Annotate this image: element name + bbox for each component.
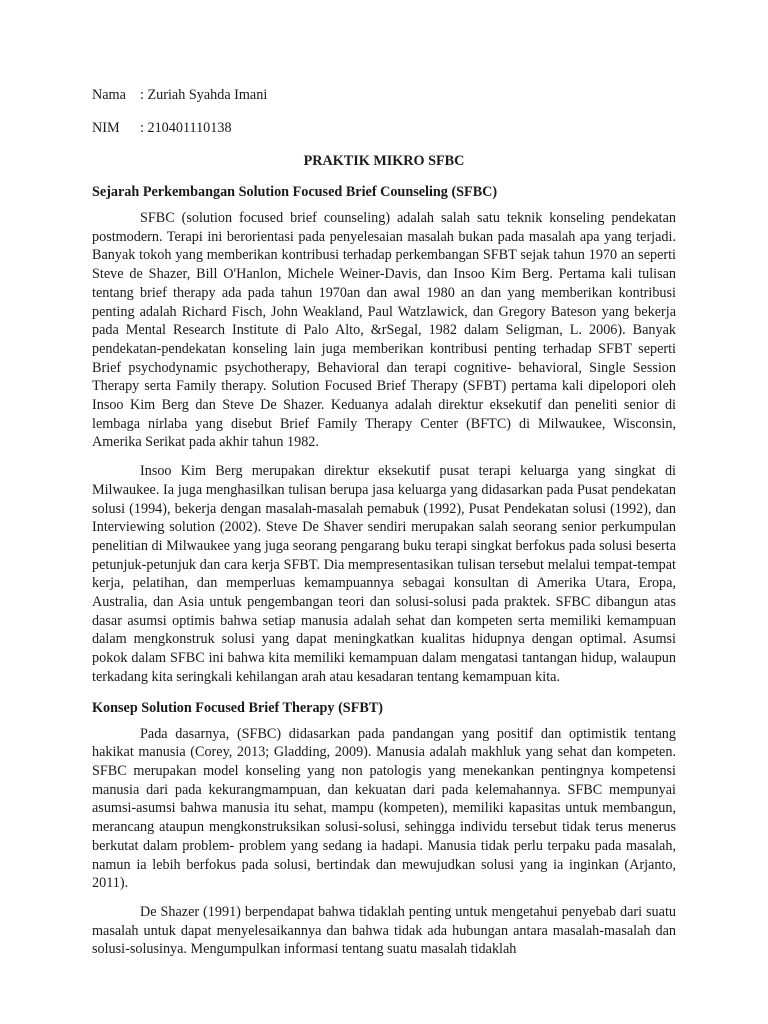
document-title: PRAKTIK MIKRO SFBC [303,153,465,169]
nama-value: : Zuriah Syahda Imani [140,87,268,103]
section-heading-konsep: Konsep Solution Focused Brief Therapy (SFBT) [92,699,384,716]
nama-label: Nama [92,87,126,103]
nim-row [92,119,676,138]
document-page [92,86,676,969]
paragraph: De Shazer (1991) berpendapat bahwa tidaklah penting untuk mengetahui penyebab dari suatu masalah untuk dapat menyelesaikannya dan bahwa tidak ada hubungan antara masalah-masalah dan solusi-solusinya. Mengumpulkan informasi tentang suatu masalah tidaklah [92,903,676,958]
nim-label: NIM [92,120,120,136]
nama-row [92,86,676,105]
paragraph: Insoo Kim Berg merupakan direktur eksekutif pusat terapi keluarga yang singkat di Milwaukee. Ia juga menghasilkan tulisan berupa jasa keluarga yang didasarkan pada Pusat pendekatan solusi (1994), bekerja dengan masalah-masalah pemabuk (1992), Pusat Pendekatan solusi (1992), dan Interviewing solution (2002). Steve De Shaver sendiri merupakan salah seorang senior perkumpulan penelitian di Milwaukee yang juga seorang pengarang buku terapi singkat berfokus pada solusi beserta petunjuk-petunjuk dan cara kerja SFBT. Dia mempresentasikan tulisan tersebut melalui tempat-tempat kerja, pelatihan, dan memperluas kemampuannya sebagai konsultan di Amerika Utara, Eropa, Australia, dan Asia untuk pengembangan teori dan solusi-solusi pada praktek. SFBC dibangun atas dasar asumsi optimis bahwa setiap manusia adalah sehat dan kompeten serta memiliki kemampuan dalam mengkonstruk solusi yang dapat meningkatkan kualitas hidupnya dengan optimal. Asumsi pokok dalam SFBC ini bahwa kita memiliki kemampuan dalam mengatasi tantangan hidup, walaupun terkadang kita seringkali kehilangan arah atau kesadaran tentang kemampuan kita. [92,463,676,685]
paragraph: SFBC (solution focused brief counseling) adalah salah satu teknik konseling pendekatan postmodern. Terapi ini berorientasi pada penyelesaian masalah bukan pada masalah apa yang terjadi. Banyak tokoh yang memberikan kontribusi terhadap perkembangan SFBT sejak tahun 1970 an seperti Steve de Shazer, Bill O'Hanlon, Michele Weiner-Davis, dan Insoo Kim Berg. Pertama kali tulisan tentang brief therapy ada pada tahun 1970an dan awal 1980 an dan yang memberikan kontribusi penting adalah Richard Fisch, John Weakland, Paul Watzlawick, dan Gregory Bateson yang bekerja pada Mental Research Institute di Palo Alto, &rSegal, 1982 dalam Seligman, L. 2006). Banyak pendekatan-pendekatan konseling lain juga memberikan kontribusi penting terhadap SFBT seperti Brief psychodynamic psychotherapy, Behavioral dan terapi cognitive- behavioral, Single Session Therapy serta Family therapy. Solution Focused Brief Therapy (SFBT) pertama kali dipelopori oleh Insoo Kim Berg dan Steve De Shazer. Keduanya adalah direktur eksekutif dan peneliti senior di lembaga nirlaba yang disebut Brief Family Therapy Center (BFTC) di Milwaukee, Wisconsin, Amerika Serikat pada akhir tahun 1982. [92,210,676,451]
nim-value: : 210401110138 [140,120,232,136]
section-heading-sejarah: Sejarah Perkembangan Solution Focused Brief Counseling (SFBC) [92,184,498,200]
paragraph: Pada dasarnya, (SFBC) didasarkan pada pandangan yang positif dan optimistik tentang hakikat manusia (Corey, 2013; Gladding, 2009). Manusia adalah makhluk yang sehat dan kompeten. SFBC merupakan model konseling yang non patologis yang menekankan pentingnya kompetensi manusia dari pada kekurangmampuan, dan kekuatan dari pada kelemahannya. SFBC mempunyai asumsi-asumsi bahwa manusia itu sehat, mampu (kompeten), memiliki kapasitas untuk membangun, merancang ataupun mengkonstruksikan solusi-solusi, sehingga individu tersebut tidak terus menerus berkutat dalam problem- problem yang sedang ia hadapi. Manusia tidak perlu terpaku pada masalah, namun ia lebih berfokus pada solusi, bertindak dan mewujudkan solusi yang ia inginkan (Arjanto, 2011). [92,725,676,892]
